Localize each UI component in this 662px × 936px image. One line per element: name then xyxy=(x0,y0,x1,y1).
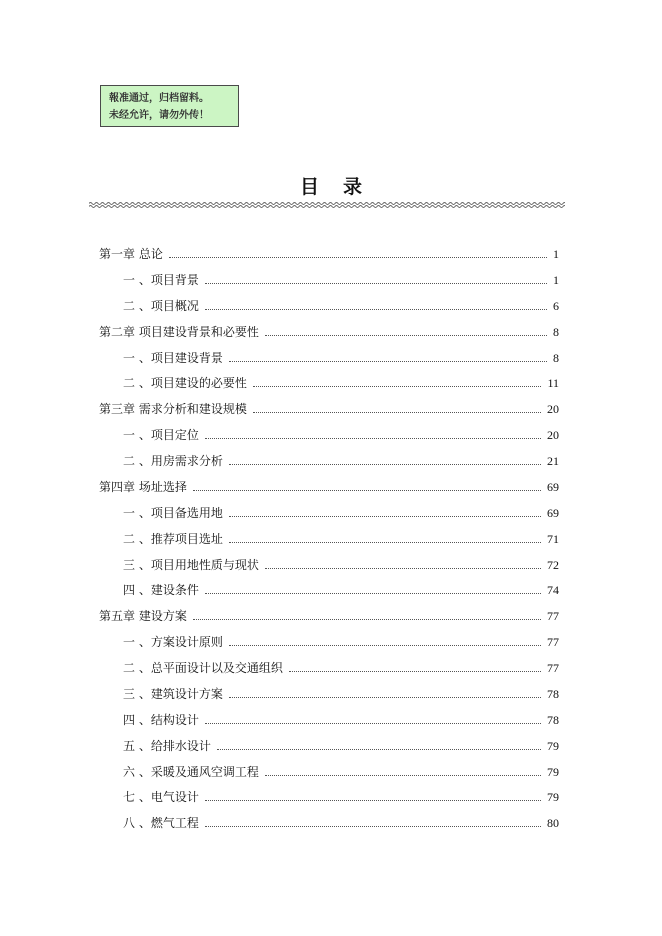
toc-leader-dots xyxy=(193,481,541,491)
toc-leader-dots xyxy=(229,507,541,517)
toc-entry[interactable] xyxy=(99,737,559,763)
toc-entry-label: 三 、项目用地性质与现状 xyxy=(123,557,259,572)
toc-entry-page: 71 xyxy=(547,531,559,546)
toc-entry-label: 六 、采暖及通风空调工程 xyxy=(123,764,259,779)
notice-line-1: 報准通过，归档留料。 xyxy=(109,93,209,104)
toc-entry-label: 一 、项目定位 xyxy=(123,428,199,443)
toc-entry[interactable] xyxy=(99,711,559,737)
toc-entry[interactable] xyxy=(99,763,559,789)
toc-entry-page: 80 xyxy=(547,816,559,831)
toc-entry-label: 八 、燃气工程 xyxy=(123,816,199,831)
toc-entry[interactable] xyxy=(99,814,559,840)
toc-leader-dots xyxy=(205,584,541,594)
toc-leader-dots xyxy=(253,377,542,387)
toc-leader-dots xyxy=(229,455,541,465)
toc-entry-label: 第一章 总论 xyxy=(99,247,163,261)
notice-line-2: 未经允许，请勿外传！ xyxy=(109,110,209,121)
toc-list xyxy=(99,245,559,840)
toc-entry-page: 11 xyxy=(547,376,559,391)
toc-leader-dots xyxy=(289,662,541,672)
toc-entry-page: 20 xyxy=(547,402,559,417)
toc-entry-page: 6 xyxy=(553,298,559,313)
toc-entry[interactable] xyxy=(99,685,559,711)
toc-leader-dots xyxy=(205,429,541,439)
toc-entry[interactable] xyxy=(99,426,559,452)
toc-entry-page: 72 xyxy=(547,557,559,572)
toc-entry-label: 第五章 建设方案 xyxy=(99,609,187,624)
toc-leader-dots xyxy=(217,740,541,750)
title-wave-divider xyxy=(89,200,565,210)
toc-entry-page: 79 xyxy=(547,738,559,753)
toc-entry[interactable] xyxy=(99,245,559,271)
toc-leader-dots xyxy=(229,533,541,543)
toc-entry-label: 一 、方案设计原则 xyxy=(123,635,223,650)
toc-entry[interactable] xyxy=(99,556,559,582)
toc-leader-dots xyxy=(205,817,541,827)
toc-entry[interactable] xyxy=(99,400,559,426)
toc-entry-label: 七 、电气设计 xyxy=(123,790,199,805)
toc-entry-label: 五 、给排水设计 xyxy=(123,738,211,753)
toc-entry[interactable] xyxy=(99,659,559,685)
toc-leader-dots xyxy=(229,688,541,698)
toc-entry[interactable] xyxy=(99,788,559,814)
toc-entry-label: 三 、建筑设计方案 xyxy=(123,686,223,701)
toc-entry-label: 二 、用房需求分析 xyxy=(123,454,223,468)
toc-entry-page: 69 xyxy=(547,505,559,520)
toc-entry-label: 二 、推荐项目选址 xyxy=(123,531,223,546)
toc-leader-dots xyxy=(205,300,547,310)
toc-entry[interactable] xyxy=(99,271,559,297)
toc-entry-label: 四 、结构设计 xyxy=(123,712,199,727)
toc-entry[interactable] xyxy=(99,374,559,400)
toc-entry[interactable] xyxy=(99,530,559,556)
toc-entry[interactable] xyxy=(99,581,559,607)
toc-leader-dots xyxy=(265,559,541,569)
toc-leader-dots xyxy=(169,248,547,258)
toc-entry[interactable] xyxy=(99,323,559,349)
toc-entry-page: 77 xyxy=(547,609,559,624)
toc-entry[interactable] xyxy=(99,633,559,659)
toc-entry[interactable] xyxy=(99,478,559,504)
toc-entry[interactable] xyxy=(99,297,559,323)
toc-entry-label: 四 、建设条件 xyxy=(123,583,199,598)
toc-title: 目录 xyxy=(299,176,386,198)
toc-entry[interactable] xyxy=(99,452,559,478)
toc-entry-page: 1 xyxy=(553,247,559,261)
toc-entry-label: 一 、项目备选用地 xyxy=(123,505,223,520)
toc-entry-label: 第三章 需求分析和建设规模 xyxy=(99,402,247,417)
toc-leader-dots xyxy=(265,766,541,776)
toc-entry-label: 一 、项目背景 xyxy=(123,272,199,287)
toc-entry-page: 77 xyxy=(547,661,559,675)
toc-entry-page: 79 xyxy=(547,764,559,779)
toc-entry[interactable] xyxy=(99,504,559,530)
toc-entry-page: 21 xyxy=(547,454,559,468)
toc-entry-label: 第四章 场址选择 xyxy=(99,479,187,494)
toc-entry-label: 二 、项目概况 xyxy=(123,298,199,313)
toc-entry-page: 69 xyxy=(547,479,559,494)
toc-leader-dots xyxy=(193,610,541,620)
toc-entry-page: 1 xyxy=(553,272,559,287)
toc-leader-dots xyxy=(229,352,547,362)
toc-leader-dots xyxy=(229,636,541,646)
toc-leader-dots xyxy=(205,714,541,724)
toc-entry-label: 二 、总平面设计以及交通组织 xyxy=(123,661,283,675)
toc-leader-dots xyxy=(205,791,541,801)
toc-entry-page: 78 xyxy=(547,686,559,701)
toc-leader-dots xyxy=(265,326,547,336)
toc-entry[interactable] xyxy=(99,349,559,375)
toc-entry-label: 二 、项目建设的必要性 xyxy=(123,376,247,391)
toc-entry-page: 8 xyxy=(553,324,559,339)
notice-box xyxy=(100,85,239,127)
toc-entry-page: 74 xyxy=(547,583,559,598)
toc-entry[interactable] xyxy=(99,607,559,633)
toc-entry-label: 一 、项目建设背景 xyxy=(123,350,223,365)
toc-leader-dots xyxy=(253,403,541,413)
toc-entry-label: 第二章 项目建设背景和必要性 xyxy=(99,324,259,339)
toc-entry-page: 77 xyxy=(547,635,559,650)
toc-entry-page: 78 xyxy=(547,712,559,727)
toc-entry-page: 8 xyxy=(553,350,559,365)
toc-entry-page: 20 xyxy=(547,428,559,443)
toc-leader-dots xyxy=(205,274,547,284)
toc-entry-page: 79 xyxy=(547,790,559,805)
